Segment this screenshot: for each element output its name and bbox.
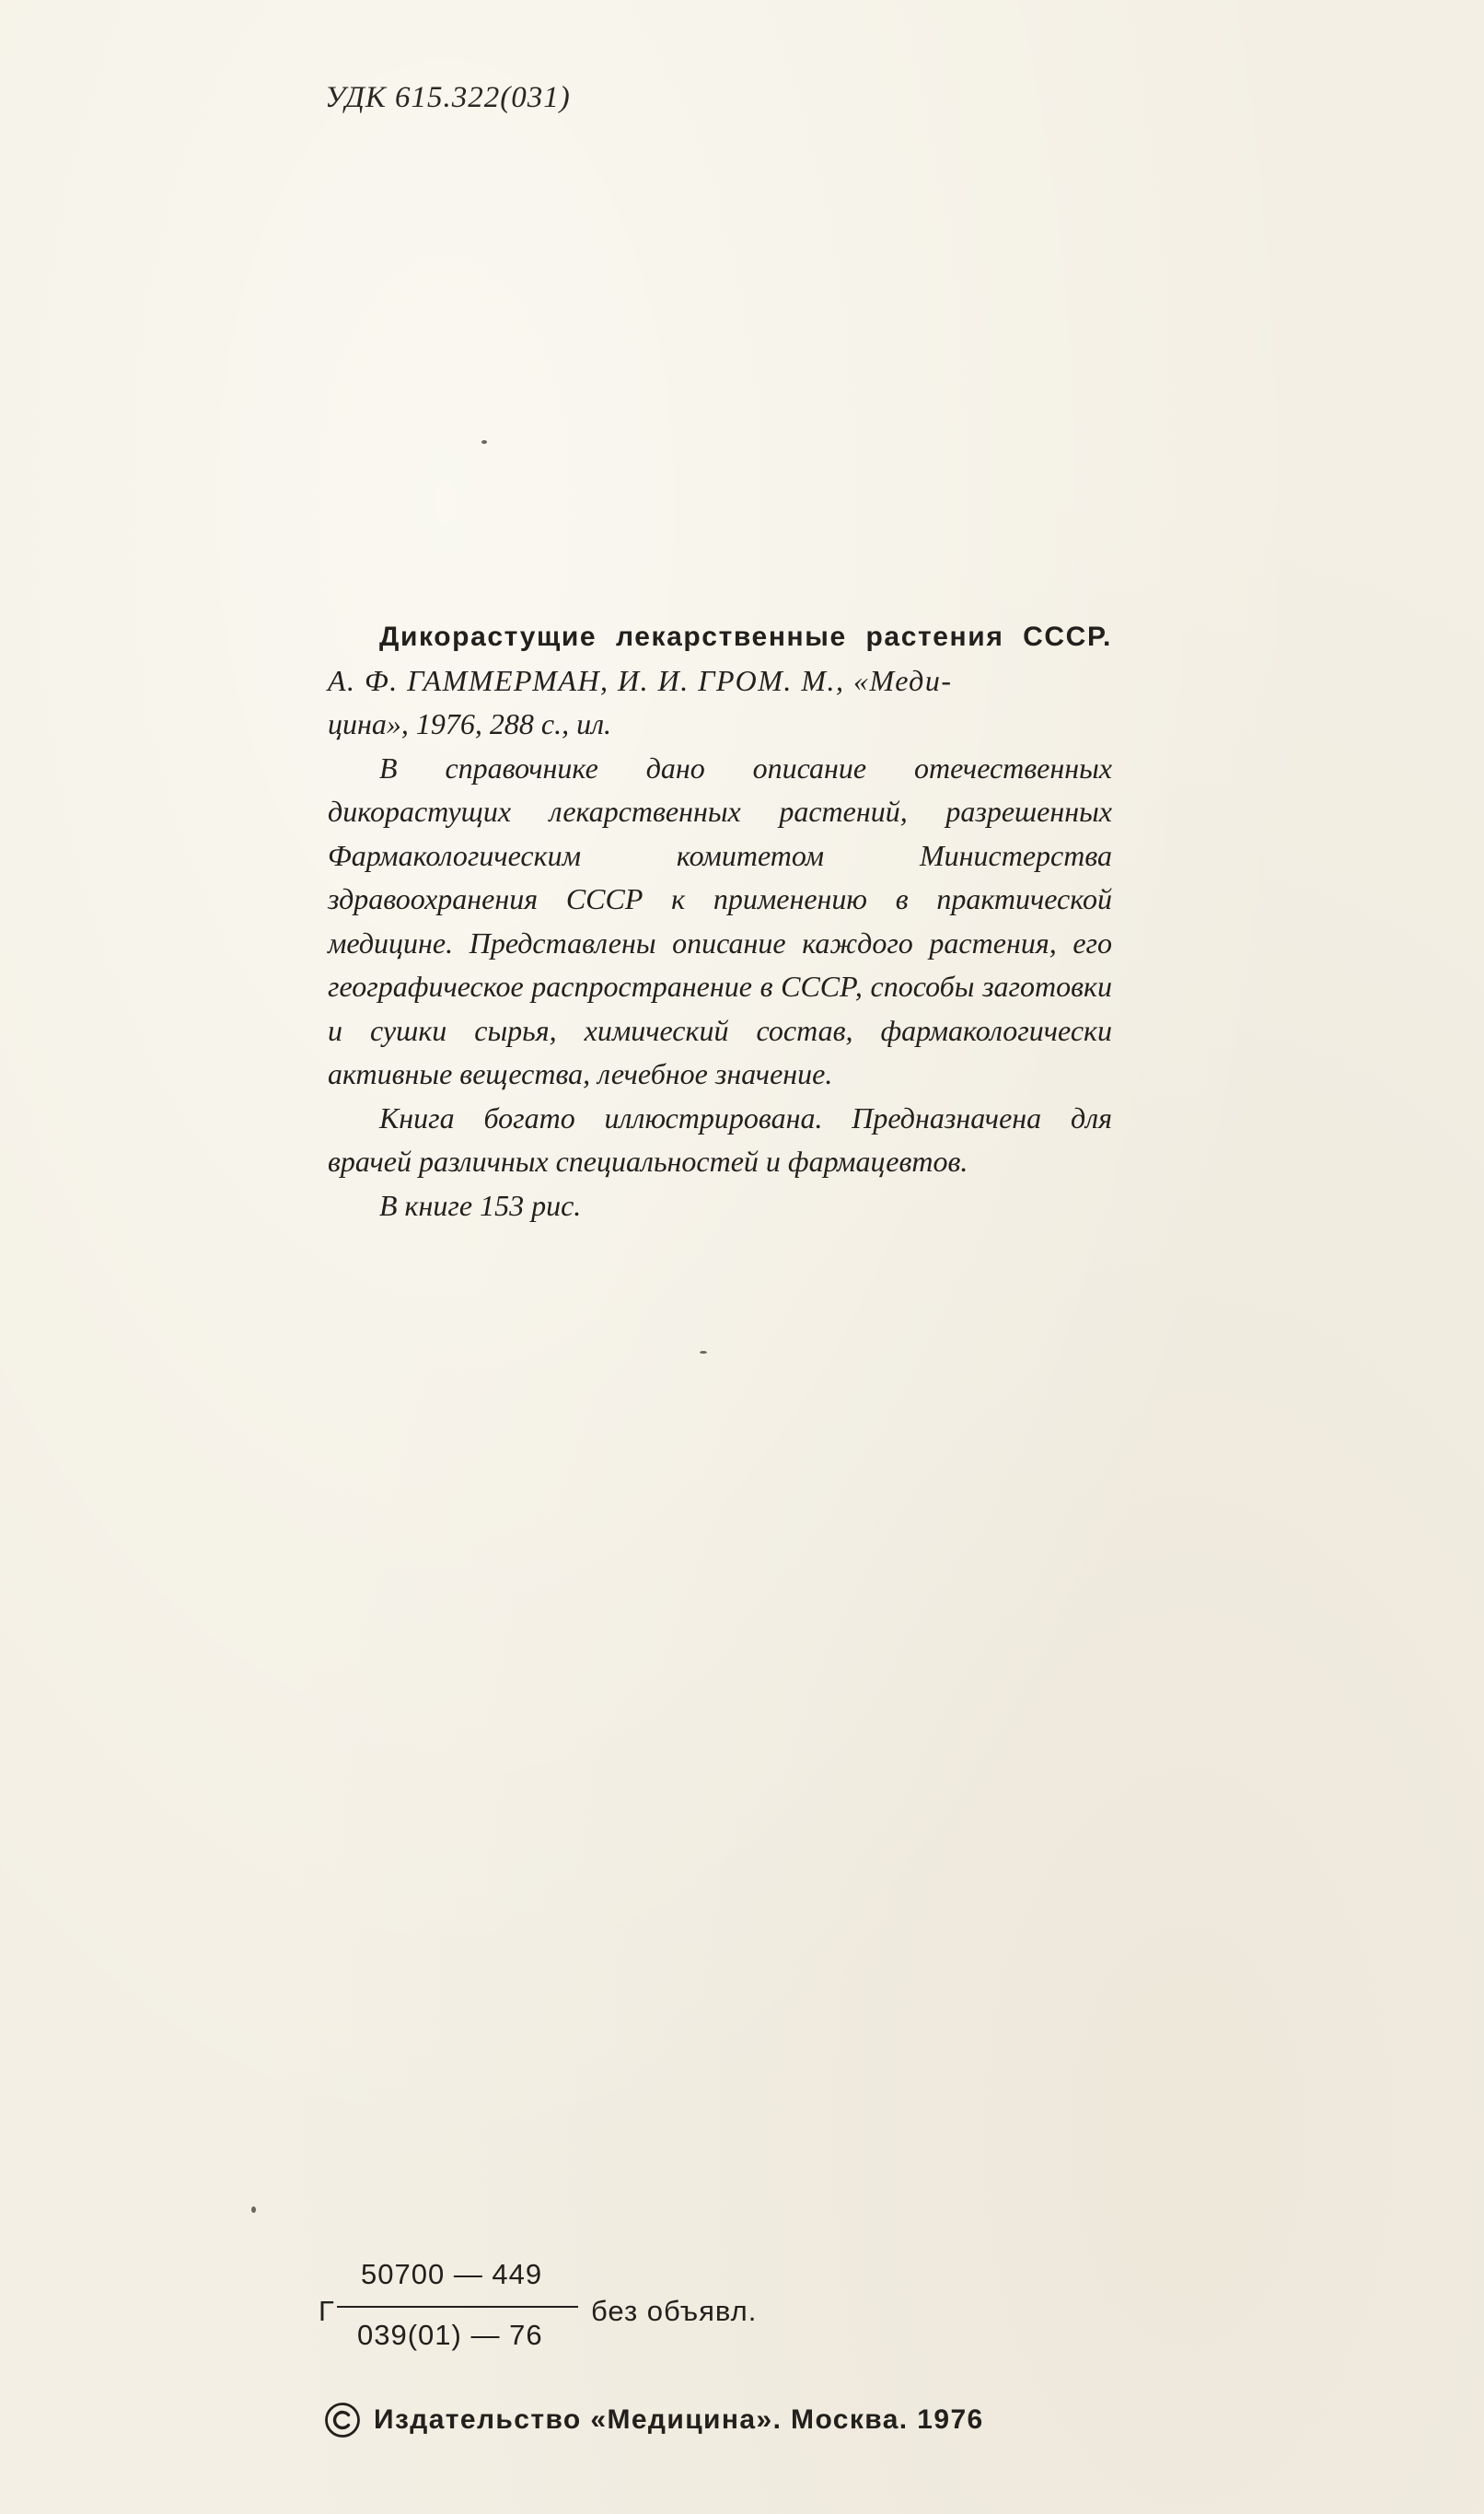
paper-speck	[481, 440, 487, 444]
authors-line: А. Ф. ГАММЕРМАН, И. И. ГРОМ. М., «Меди-	[328, 663, 953, 697]
copyright-icon	[324, 2402, 361, 2438]
catalog-code	[319, 2254, 797, 2365]
publisher-line	[324, 2402, 984, 2438]
fraction-rule	[337, 2306, 578, 2308]
abstract-paragraph: В книге 153 рис.	[379, 1188, 582, 1222]
catalog-letter: Г	[319, 2295, 334, 2327]
publisher-text: Издательство «Медицина». Москва. 1976	[374, 2404, 984, 2435]
paper-speck	[700, 1351, 707, 1354]
abstract-paragraph: Книга богато иллюстрирована. Предназначена для врачей различных специальностей и фармацевтов.	[328, 1100, 1112, 1178]
catalog-numerator: 50700 — 449	[361, 2258, 543, 2290]
catalog-note: без объявл.	[591, 2295, 758, 2327]
abstract-paragraph: В справочнике дано описание отечественных дикорастущих лекарственных растений, разрешенных Фармакологическим комитетом Министерства здравоохранения СССР к применению в практической медицине. Представлены описание каждого растения, его географическое распространение в СССР, способы заготовки и сушки сырья, химический состав, фармакологически активные вещества, лечебное значение.	[328, 751, 1112, 1090]
catalog-denominator: 039(01) — 76	[357, 2319, 543, 2351]
paper-speck	[251, 2206, 256, 2213]
imprint-line: цина», 1976, 288 с., ил.	[328, 707, 612, 740]
udk-code: УДК 615.322(031)	[325, 81, 571, 114]
abstract-block	[328, 615, 1112, 1228]
book-title: Дикорастущие лекарственные растения СССР.	[379, 622, 1112, 652]
